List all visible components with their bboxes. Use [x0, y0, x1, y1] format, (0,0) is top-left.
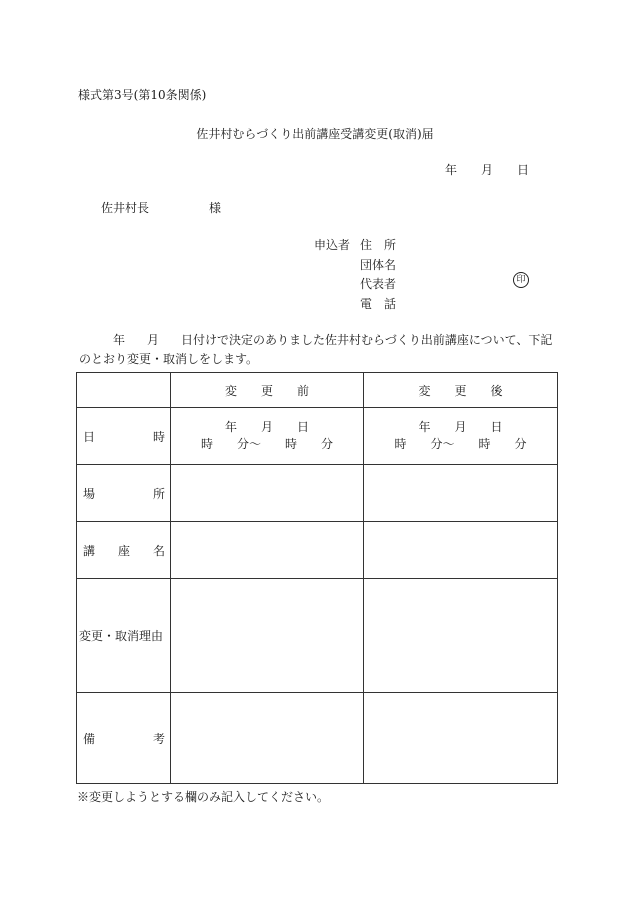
before-reason-cell[interactable] — [171, 579, 364, 693]
table-row — [77, 408, 558, 465]
table-header-row — [77, 373, 558, 408]
row-label-remarks: 備 考 — [77, 693, 171, 784]
table-row — [77, 465, 558, 522]
before-time-line: 時 分～ 時 分 — [200, 437, 333, 451]
body-text — [79, 331, 553, 369]
after-date-line: 年 月 日 — [418, 420, 503, 434]
before-place-cell[interactable] — [171, 465, 364, 522]
date-month-label: 月 — [481, 163, 494, 177]
row-label-course: 講 座 名 — [77, 522, 171, 579]
table-row — [77, 522, 558, 579]
footnote: ※変更しようとする欄のみ記入してください。 — [77, 790, 330, 804]
applicant-address-label: 住 所 — [360, 238, 397, 252]
header-before: 変 更 前 — [171, 373, 364, 408]
document-title: 佐井村むらづくり出前講座受講変更(取消)届 — [196, 127, 434, 141]
before-date-line: 年 月 日 — [224, 420, 309, 434]
after-time-line: 時 分～ 時 分 — [394, 437, 527, 451]
row-label-reason: 変更・取消理由 — [77, 579, 171, 693]
addressee — [101, 199, 221, 216]
body-sentence: 日付けで決定のありました佐井村むらづくり出前講座について、下記のとおり変更・取消しをします。 — [79, 333, 553, 366]
date-year-label: 年 — [445, 163, 458, 177]
form-number: 様式第3号(第10条関係) — [78, 88, 207, 102]
row-label-place: 場 所 — [77, 465, 171, 522]
table-row — [77, 579, 558, 693]
row-label-datetime: 日 時 — [77, 408, 171, 465]
after-reason-cell[interactable] — [364, 579, 558, 693]
applicant-representative-label: 代表者 — [360, 277, 397, 291]
header-after: 変 更 後 — [364, 373, 558, 408]
before-course-cell[interactable] — [171, 522, 364, 579]
before-remarks-cell[interactable] — [171, 693, 364, 784]
applicant-phone-label: 電 話 — [360, 296, 397, 311]
after-remarks-cell[interactable] — [364, 693, 558, 784]
date-day-label: 日 — [517, 163, 530, 177]
after-course-cell[interactable] — [364, 522, 558, 579]
before-datetime-cell[interactable] — [171, 408, 364, 465]
date-line — [445, 161, 529, 178]
seal-icon: 印 — [513, 272, 529, 288]
body-year-label: 年 — [113, 333, 126, 347]
after-place-cell[interactable] — [364, 465, 558, 522]
after-datetime-cell[interactable] — [364, 408, 558, 465]
change-form-table — [76, 372, 558, 784]
applicant-block — [314, 236, 396, 314]
applicant-lead-label: 申込者 — [314, 238, 351, 252]
addressee-name: 佐井村長 — [101, 201, 150, 215]
table-row — [77, 693, 558, 784]
addressee-honorific: 様 — [209, 201, 222, 215]
applicant-group-label: 団体名 — [360, 257, 397, 272]
body-month-label: 月 — [147, 333, 160, 347]
header-blank-cell — [77, 373, 171, 408]
